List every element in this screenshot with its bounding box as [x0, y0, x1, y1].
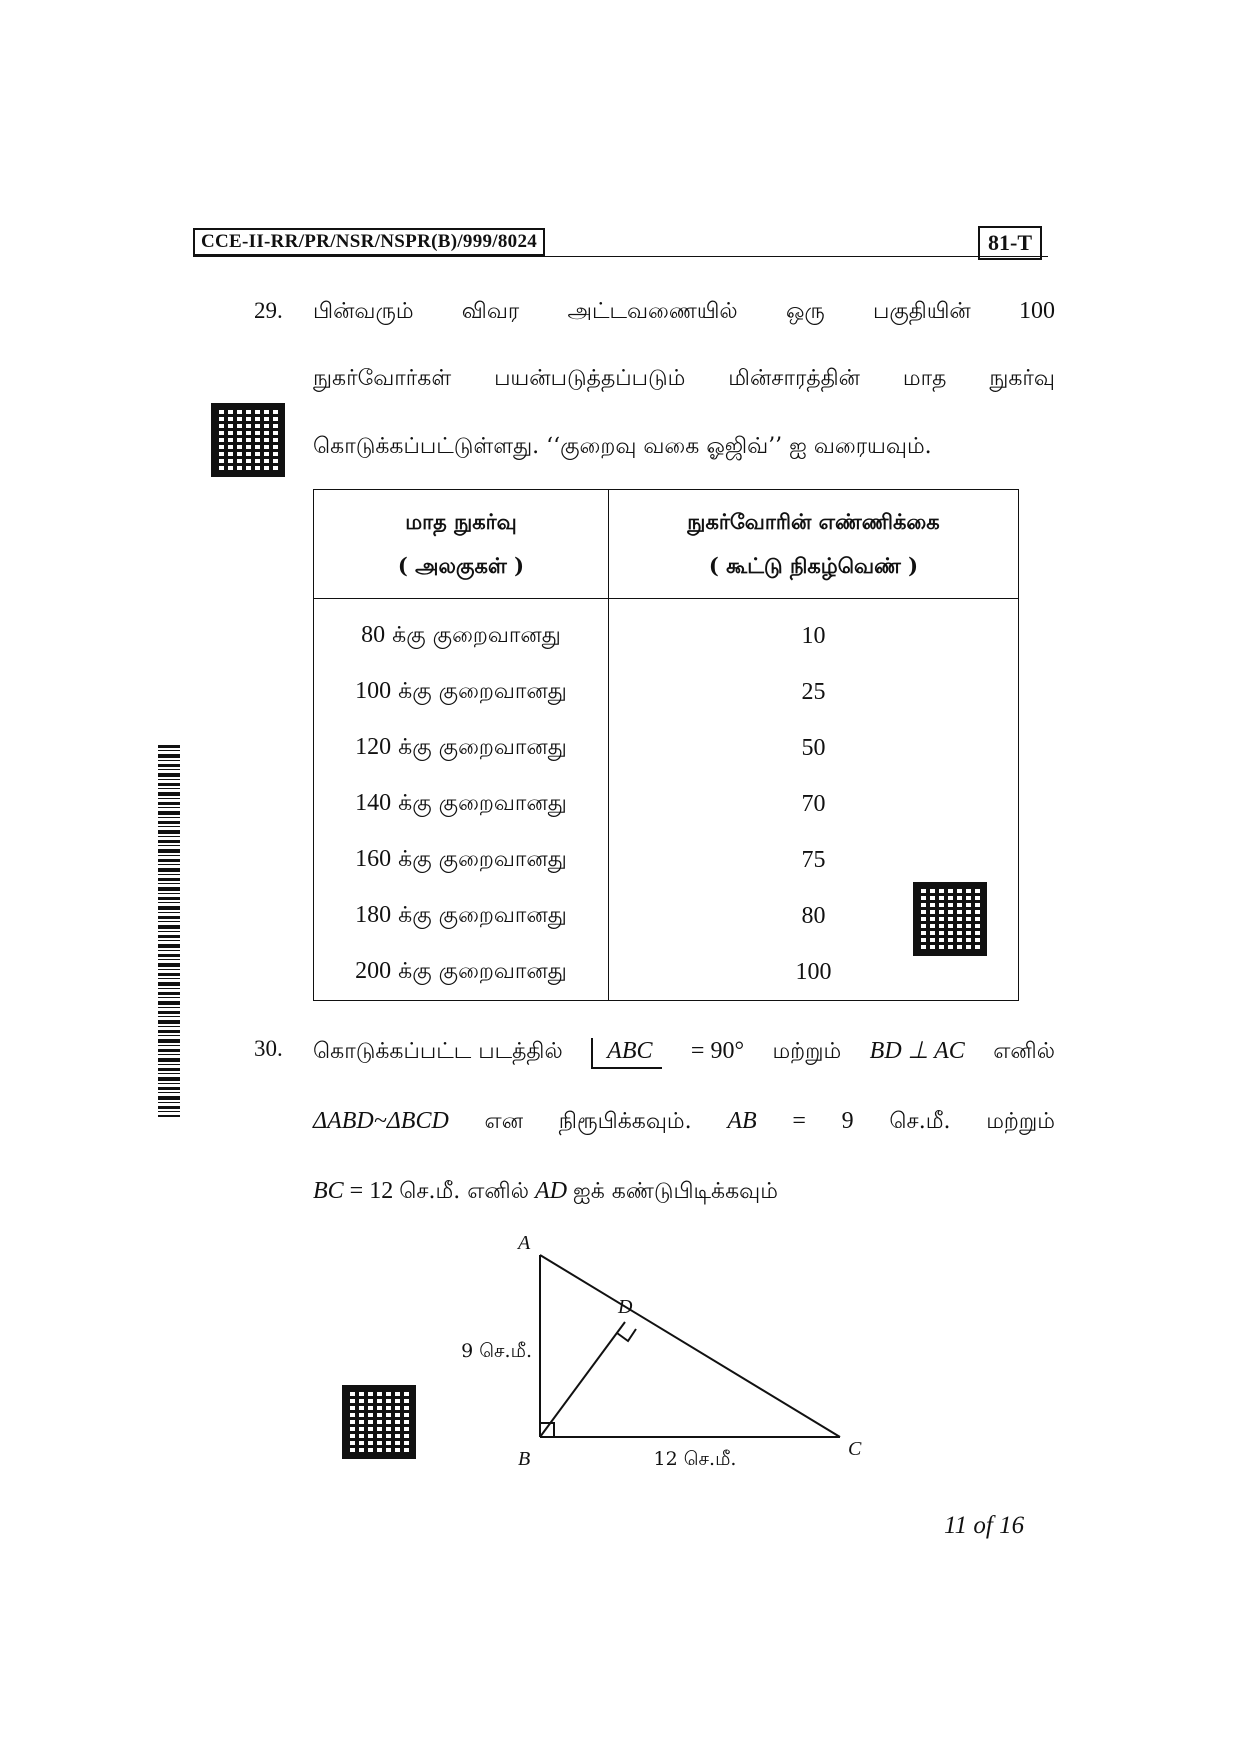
vertex-d-label: D — [618, 1296, 633, 1318]
table-header-row — [314, 490, 1019, 599]
count-cell: 75 — [609, 832, 1019, 888]
text: = 12 — [349, 1178, 394, 1204]
units-cell: 100 க்கு குறைவானது — [314, 664, 609, 720]
units-cell: 180 க்கு குறைவானது — [314, 888, 609, 944]
barcode — [158, 745, 180, 1117]
question-29-line-2 — [313, 366, 1055, 394]
text: என — [484, 1109, 524, 1134]
page-number — [944, 1512, 1024, 1540]
paper-code: CCE-II-RR/PR/NSR/NSPR(B)/999/8024 — [193, 228, 545, 256]
units-cell: 140 க்கு குறைவானது — [314, 776, 609, 832]
count-cell: 70 — [609, 776, 1019, 832]
table-row — [314, 832, 1019, 888]
text: = 90° — [690, 1038, 745, 1064]
question-29-line-1 — [313, 298, 1055, 327]
paper-number: 81-T — [978, 226, 1042, 260]
table-row — [314, 599, 1019, 665]
question-30-line-3 — [313, 1178, 1055, 1207]
vertex-b-label: B — [518, 1448, 531, 1470]
text: மற்றும் — [772, 1039, 842, 1064]
text: செ.மீ. எனில் — [399, 1179, 530, 1204]
word: மாத — [902, 366, 947, 391]
column-header-units — [314, 490, 609, 599]
vertex-c-label: C — [848, 1438, 862, 1460]
qr-code — [342, 1385, 416, 1459]
page-of: of — [973, 1512, 993, 1539]
table-row — [314, 664, 1019, 720]
count-cell: 10 — [609, 599, 1019, 665]
question-29-line-3 — [313, 434, 1055, 462]
page-current: 11 — [944, 1512, 968, 1539]
word: நுகர்வு — [989, 366, 1055, 391]
question-29-number: 29. — [254, 298, 283, 323]
qr-code — [913, 882, 987, 956]
text: செ.மீ. — [889, 1109, 951, 1134]
word: மின்சாரத்தின் — [728, 366, 861, 391]
side-ac — [540, 1255, 840, 1437]
column-header-consumers — [609, 490, 1019, 599]
header-line: ( அலகுகள் ) — [397, 553, 525, 578]
count-cell: 100 — [609, 944, 1019, 1001]
vertex-a-label: A — [518, 1232, 531, 1254]
text: AD — [535, 1178, 568, 1204]
word: அட்டவணையில் — [567, 299, 738, 324]
units-cell: 120 க்கு குறைவானது — [314, 720, 609, 776]
page-total: 16 — [999, 1512, 1025, 1539]
text: = — [792, 1108, 806, 1134]
question-30-line-2 — [313, 1108, 1055, 1137]
question-30-number: 30. — [254, 1036, 283, 1061]
qr-code — [211, 403, 285, 477]
similarity: ΔABD~ΔBCD — [313, 1108, 449, 1134]
text: கொடுக்கப்பட்ட படத்தில் — [313, 1039, 563, 1064]
ab-length-label: 9 செ.மீ. — [461, 1340, 532, 1362]
header-rule — [193, 256, 1048, 257]
angle-abc: ABC — [591, 1038, 662, 1069]
header-line: மாத நுகர்வு — [405, 509, 517, 534]
word: விவர — [461, 299, 520, 324]
word: பயன்படுத்தப்படும் — [494, 366, 686, 391]
word: ஒரு — [785, 299, 825, 324]
table-row — [314, 776, 1019, 832]
right-angle-d — [617, 1329, 636, 1341]
segment-bd — [540, 1322, 625, 1437]
header-line: நுகர்வோரின் எண்ணிக்கை — [687, 509, 940, 534]
word: நுகர்வோர்கள் — [313, 366, 452, 391]
text: மற்றும் — [986, 1109, 1055, 1134]
text: எனில் — [993, 1039, 1055, 1064]
text: 9 — [841, 1108, 854, 1134]
units-cell: 200 க்கு குறைவானது — [314, 944, 609, 1001]
word: பின்வரும் — [313, 299, 414, 324]
units-cell: 160 க்கு குறைவானது — [314, 832, 609, 888]
header-line: ( கூட்டு நிகழ்வெண் ) — [708, 553, 919, 578]
bc-length-label: 12 செ.மீ. — [653, 1448, 737, 1470]
table-row — [314, 720, 1019, 776]
text: நிரூபிக்கவும். — [558, 1109, 692, 1134]
count-cell: 80 — [609, 888, 1019, 944]
text: ஐக் கண்டுபிடிக்கவும் — [573, 1179, 778, 1204]
count-cell: 25 — [609, 664, 1019, 720]
units-cell: 80 க்கு குறைவானது — [314, 599, 609, 665]
instruction: கொடுக்கப்பட்டுள்ளது. ‘‘குறைவு வகை ஓஜிவ்’’ ஐ வரையவும். — [313, 434, 932, 459]
question-30-line-1 — [313, 1036, 1055, 1069]
word: 100 — [1019, 298, 1055, 324]
count-cell: 50 — [609, 720, 1019, 776]
word: பகுதியின் — [873, 299, 971, 324]
perpendicular: BD ⊥ AC — [869, 1038, 965, 1064]
text: AB — [727, 1108, 757, 1134]
triangle-figure — [430, 1225, 870, 1475]
text: BC — [313, 1178, 344, 1204]
